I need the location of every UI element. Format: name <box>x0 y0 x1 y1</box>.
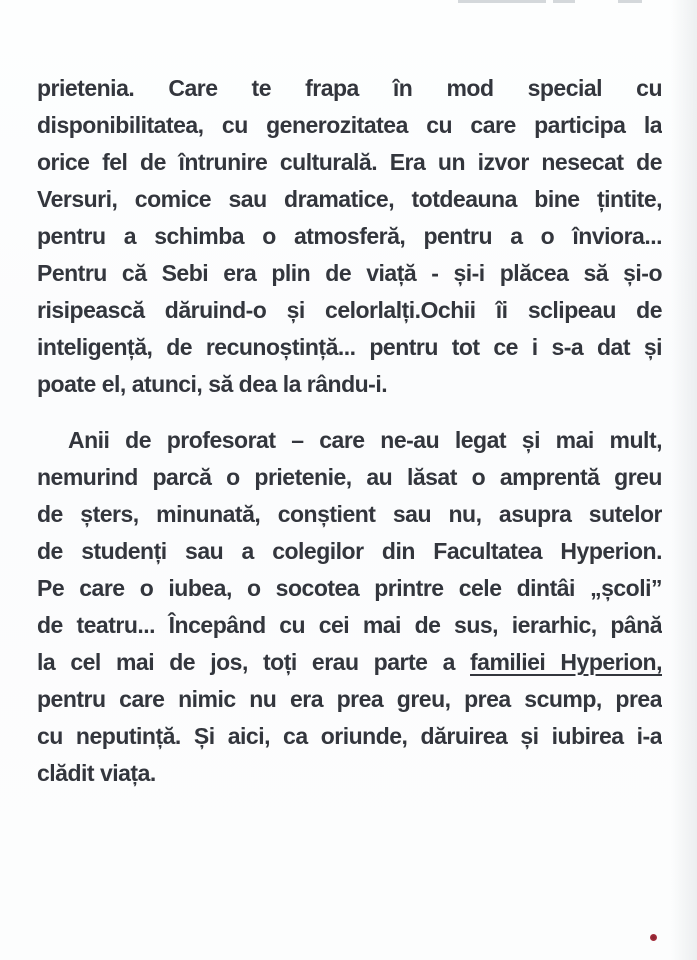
paragraph-1 <box>37 70 662 403</box>
text-line: risipească dăruind-o și celorlalți.Ochii îi sclipeau de <box>37 297 662 323</box>
page-edge-shadow <box>671 0 697 960</box>
text-line: de studenți sau a colegilor din Facultatea Hyperion. <box>37 538 662 564</box>
scan-edge-artifact <box>618 0 642 3</box>
text-line: Anii de profesorat – care ne-au legat și mai mult, <box>68 427 662 453</box>
text-line: prietenia. Care te frapa în mod special cu <box>37 75 662 101</box>
text-line-with-underline <box>37 644 662 681</box>
text-line: poate el, atunci, să dea la rându-i. <box>37 371 388 397</box>
text-line: disponibilitatea, cu generozitatea cu care participa la <box>37 112 662 138</box>
text-line: de teatru... Începând cu cei mai de sus, ierarhic, până <box>37 612 662 638</box>
text-line: inteligență, de recunoștință... pentru tot ce i s-a dat și <box>37 334 662 360</box>
red-ink-dot <box>650 934 657 941</box>
scan-edge-artifact <box>458 0 546 3</box>
text-line: de șters, minunată, conștient sau nu, asupra sutelor <box>37 501 662 527</box>
scan-edge-artifact <box>553 0 575 3</box>
text-line: Versuri, comice sau dramatice, totdeauna bine țintite, <box>37 186 662 212</box>
text-line: Pentru că Sebi era plin de viață - și-i plăcea să și-o <box>37 260 662 286</box>
body-text <box>37 70 662 792</box>
paragraph-2 <box>37 422 662 792</box>
text-segment: la cel mai de jos, toți erau parte a <box>37 649 471 675</box>
text-line: orice fel de întrunire culturală. Era un izvor nesecat de <box>37 149 662 175</box>
text-line: nemurind parcă o prietenie, au lăsat o amprentă greu <box>37 464 662 490</box>
text-line: pentru care nimic nu era prea greu, prea scump, prea <box>37 686 662 712</box>
text-line: pentru a schimba o atmosferă, pentru a o înviora... <box>37 223 662 249</box>
text-line: Pe care o iubea, o socotea printre cele dintâi „școli” <box>37 575 662 601</box>
underlined-text: familiei Hyperion, <box>470 649 662 675</box>
text-line: clădit viața. <box>37 760 156 786</box>
text-line: cu neputință. Și aici, ca oriunde, dăruirea și iubirea i-a <box>37 723 662 749</box>
